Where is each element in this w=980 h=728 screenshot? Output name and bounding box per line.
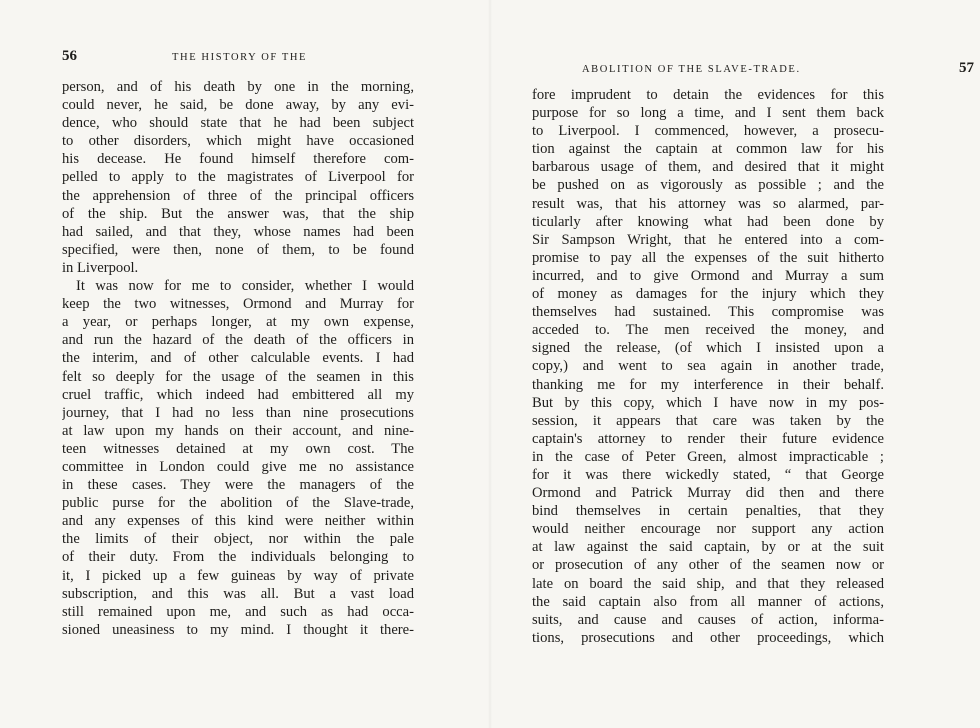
left-page-text [62,78,414,639]
text-line: session, it appears that care was taken by the [532,412,884,429]
text-line: But by this copy, which I have now in my pos- [532,394,884,411]
text-line: sioned uneasiness to my mind. I thought it there- [62,621,414,638]
text-line: his decease. He found himself therefore com- [62,151,414,168]
text-line: themselves had sustained. This compromise was [532,304,884,321]
text-line: in Liverpool. [62,259,139,276]
text-line: dence, who should state that he had been subject [62,115,414,132]
text-line: acceded to. The men received the money, and [532,322,884,339]
right-page-number: 57 [959,60,974,76]
text-line: to other disorders, which might have occasioned [62,133,414,150]
text-line: fore imprudent to detain the evidences for this [532,87,884,103]
text-line: at law upon my hands on their account, and nine- [62,422,414,439]
text-line: incurred, and to give Ormond and Murray a sum [532,267,884,284]
text-line: copy,) and went to sea again in another trade, [532,358,884,375]
text-line: the interim, and of other calculable events. I had [62,350,414,367]
left-running-title: THE HISTORY OF THE [172,52,308,63]
text-line: it, I picked up a few guineas by way of private [62,567,414,584]
text-line: of the ship. But the answer was, that the ship [62,205,414,222]
text-line: suits, and cause and causes of action, informa- [532,611,884,628]
text-line: late on board the said ship, and that they released [532,575,884,592]
text-line: could never, he said, be done away, by any evi- [62,97,414,114]
text-line: would neither encourage nor support any action [532,521,884,538]
text-line: teen witnesses detained at my own cost. The [62,440,414,457]
text-line: result was, that his attorney was so alarmed, par- [532,195,884,212]
text-line: purpose for so long a time, and I sent them back [532,105,884,122]
text-line: and any expenses of this kind were neither within [62,513,414,530]
text-line: Ormond and Patrick Murray did then and there [532,485,884,502]
right-page-header [582,60,974,82]
text-line: a year, or perhaps longer, at my own expense, [62,314,414,331]
text-line: in the case of Peter Green, almost impracticable ; [532,448,884,465]
text-line: journey, that I had no less than nine prosecutions [62,404,414,421]
text-line: and run the hazard of the death of the officers in [62,332,414,349]
right-page-text [532,86,884,647]
text-line: keep the two witnesses, Ormond and Murray for [62,296,414,313]
text-line: be pushed on as vigorously as possible ; and the [532,177,884,194]
text-line: pelled to apply to the magistrates of Liverpool for [62,169,414,186]
text-line: thanking me for my interference in their behalf. [532,376,884,393]
text-line: captain's attorney to render their future evidence [532,430,884,447]
left-page-header [62,50,412,72]
text-line: barbarous usage of them, and desired that it might [532,159,884,176]
text-line: Sir Sampson Wright, that he entered into a com- [532,231,884,248]
left-page-number: 56 [62,48,77,64]
text-line: ticularly after knowing what had been done by [532,213,884,230]
text-line: in these cases. They were the managers of the [62,477,414,494]
text-line: signed the release, (of which I insisted upon a [532,340,884,357]
text-line: the said captain also from all manner of actions, [532,593,884,610]
text-line: or prosecution of any other of the seamen now or [532,557,884,574]
text-line: for it was there wickedly stated, “ that George [532,466,884,483]
text-line: of their duty. From the individuals belonging to [62,549,414,566]
text-line: still remained upon me, and such as had occa- [62,603,414,620]
text-line: promise to pay all the expenses of the suit hitherto [532,249,884,266]
text-line: public purse for the abolition of the Slave-trade, [62,495,414,512]
right-running-title: ABOLITION OF THE SLAVE-TRADE. [582,64,801,75]
text-line: bind themselves in certain penalties, that they [532,503,884,520]
text-line: It was now for me to consider, whether I would [76,278,414,295]
text-line: person, and of his death by one in the morning, [62,79,414,95]
text-line: felt so deeply for the usage of the seamen in this [62,368,414,385]
text-line: had sailed, and that they, whose names had been [62,223,414,240]
text-line: the apprehension of three of the principal officers [62,187,414,204]
text-line: to Liverpool. I commenced, however, a prosecu- [532,123,884,140]
text-line: subscription, and this was all. But a vast load [62,585,414,602]
text-line: tions, prosecutions and other proceedings, which [532,629,884,646]
text-line: committee in London could give me no assistance [62,458,414,475]
text-line: the limits of their object, nor within the pale [62,531,414,548]
text-line: tion against the captain at common law for his [532,141,884,158]
text-line: cruel traffic, which indeed had embittered all my [62,386,414,403]
text-line: at law against the said captain, by or at the suit [532,539,884,556]
text-line: of money as damages for the injury which they [532,286,884,303]
text-line: specified, were then, none of them, to be found [62,241,414,258]
right-page [490,0,980,728]
